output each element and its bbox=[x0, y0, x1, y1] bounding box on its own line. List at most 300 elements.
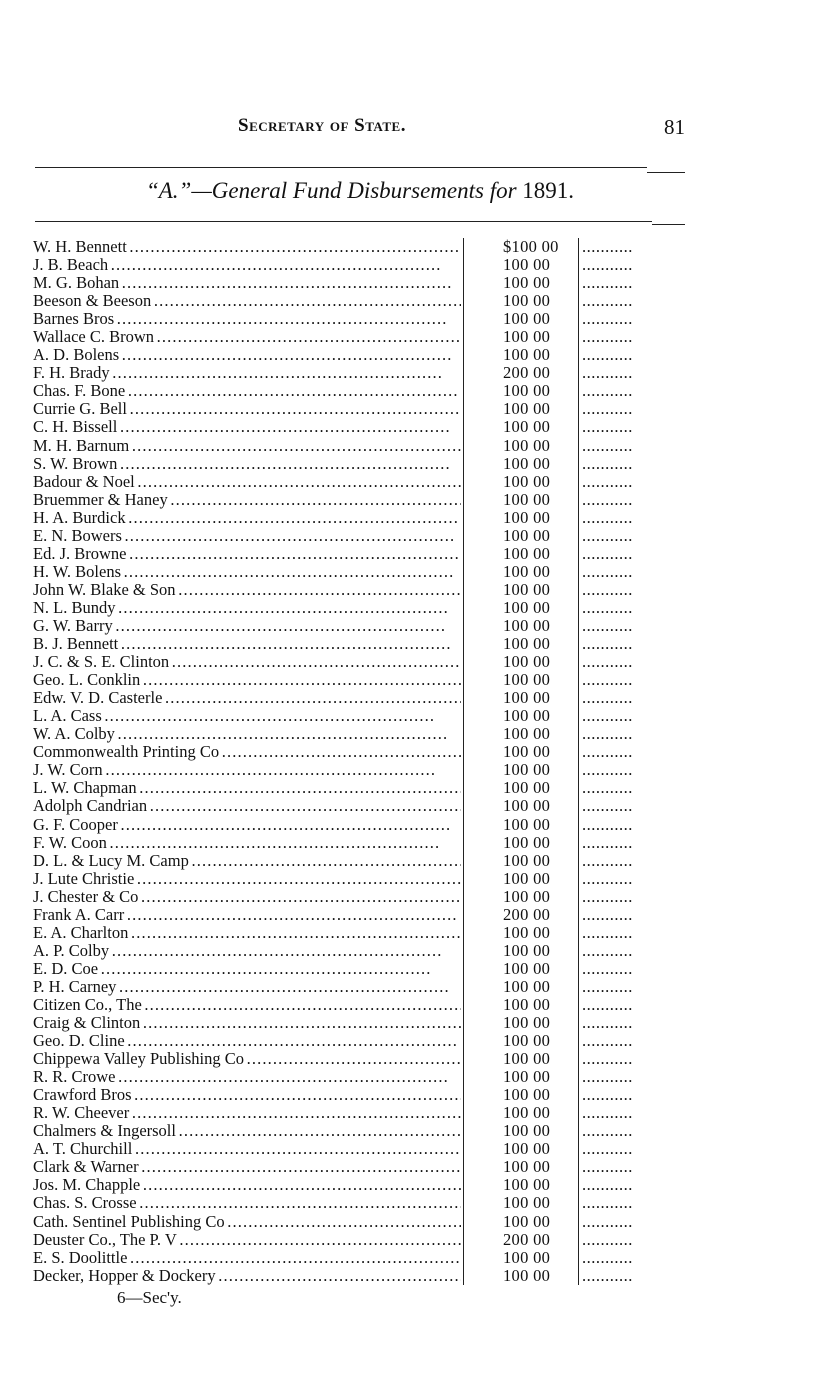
leader-dots: ........... bbox=[582, 1230, 633, 1249]
column-divider bbox=[578, 1249, 579, 1267]
column-divider bbox=[463, 743, 464, 761]
payee-name: Chippewa Valley Publishing Co . . . bbox=[33, 1050, 461, 1068]
ledger-row bbox=[33, 1249, 693, 1267]
ledger-row bbox=[33, 797, 693, 815]
column-divider bbox=[463, 437, 464, 455]
leader-dots: ........... bbox=[582, 923, 633, 942]
header-rule bbox=[35, 221, 652, 222]
amount-value: 100 00 bbox=[503, 579, 551, 599]
column-divider bbox=[578, 274, 579, 292]
leader-dots: ........... bbox=[582, 346, 633, 365]
column-divider bbox=[578, 960, 579, 978]
table-title-label: “A.”—General Fund Disbursements for bbox=[145, 178, 517, 203]
leader-dots: ........... bbox=[582, 472, 633, 491]
ledger-row bbox=[33, 1194, 693, 1212]
column-divider bbox=[463, 400, 464, 418]
column-divider bbox=[463, 256, 464, 274]
leader-dots: ........... bbox=[582, 743, 633, 762]
top-rule bbox=[35, 167, 647, 168]
leader-dots: ........... bbox=[582, 364, 633, 383]
payee-name: Crawford Bros . . . bbox=[33, 1086, 461, 1104]
payee-name: W. A. Colby . . . bbox=[33, 725, 461, 743]
column-divider bbox=[578, 707, 579, 725]
column-divider bbox=[578, 617, 579, 635]
ledger-row bbox=[33, 1104, 693, 1122]
column-divider bbox=[578, 779, 579, 797]
ledger-row bbox=[33, 310, 693, 328]
column-divider bbox=[463, 1104, 464, 1122]
amount-value: 100 00 bbox=[503, 1049, 551, 1069]
column-divider bbox=[463, 852, 464, 870]
column-divider bbox=[578, 581, 579, 599]
column-divider bbox=[463, 617, 464, 635]
ledger-row bbox=[33, 1158, 693, 1176]
ledger-row bbox=[33, 924, 693, 942]
amount-value: 100 00 bbox=[503, 255, 551, 275]
ledger-row bbox=[33, 689, 693, 707]
column-divider bbox=[578, 328, 579, 346]
payee-name: Badour & Noel . . . bbox=[33, 473, 461, 491]
column-divider bbox=[463, 996, 464, 1014]
column-divider bbox=[578, 635, 579, 653]
amount-value: 200 00 bbox=[503, 363, 551, 383]
column-divider bbox=[463, 1086, 464, 1104]
leader-dots: ........... bbox=[582, 598, 633, 617]
leader-dots: ........... bbox=[582, 1122, 633, 1141]
ledger-row bbox=[33, 1267, 693, 1285]
header-rule-right bbox=[652, 224, 685, 225]
column-divider bbox=[463, 491, 464, 509]
payee-name: J. W. Corn . . . bbox=[33, 761, 461, 779]
payee-name: Chas. S. Crosse . . . bbox=[33, 1194, 461, 1212]
payee-name: Edw. V. D. Casterle . . . bbox=[33, 689, 461, 707]
column-divider bbox=[578, 1086, 579, 1104]
column-divider bbox=[463, 328, 464, 346]
amount-value: 100 00 bbox=[503, 381, 551, 401]
ledger-row bbox=[33, 1050, 693, 1068]
signature-mark: 6—Sec'y. bbox=[117, 1288, 182, 1307]
leader-dots: ........... bbox=[582, 869, 633, 888]
leader-dots: ........... bbox=[582, 418, 633, 437]
column-divider bbox=[463, 455, 464, 473]
amount-value: 100 00 bbox=[503, 1247, 551, 1267]
column-divider bbox=[463, 581, 464, 599]
payee-name: E. D. Coe . . . bbox=[33, 960, 461, 978]
amount-value: 100 00 bbox=[503, 778, 551, 798]
leader-dots: ........... bbox=[582, 256, 633, 275]
leader-dots: ........... bbox=[582, 1140, 633, 1159]
leader-dots: ........... bbox=[582, 1158, 633, 1177]
column-divider bbox=[463, 924, 464, 942]
ledger-row bbox=[33, 671, 693, 689]
column-divider bbox=[578, 437, 579, 455]
ledger-row bbox=[33, 617, 693, 635]
column-divider bbox=[463, 725, 464, 743]
column-divider bbox=[463, 797, 464, 815]
column-divider bbox=[463, 1140, 464, 1158]
amount-value: 100 00 bbox=[503, 994, 551, 1014]
ledger-row bbox=[33, 509, 693, 527]
payee-name: Beeson & Beeson . . . bbox=[33, 292, 461, 310]
column-divider bbox=[463, 1032, 464, 1050]
column-divider bbox=[578, 1158, 579, 1176]
leader-dots: ........... bbox=[582, 851, 633, 870]
ledger-row bbox=[33, 545, 693, 563]
ledger-row bbox=[33, 888, 693, 906]
column-divider bbox=[578, 834, 579, 852]
amount-value: 100 00 bbox=[503, 435, 551, 455]
ledger-row bbox=[33, 455, 693, 473]
amount-value: 100 00 bbox=[503, 597, 551, 617]
column-divider bbox=[578, 1104, 579, 1122]
leader-dots: ........... bbox=[582, 635, 633, 654]
column-divider bbox=[463, 563, 464, 581]
amount-value: 100 00 bbox=[503, 525, 551, 545]
column-divider bbox=[578, 364, 579, 382]
column-divider bbox=[578, 310, 579, 328]
ledger-row bbox=[33, 1176, 693, 1194]
leader-dots: ........... bbox=[582, 797, 633, 816]
ledger-row bbox=[33, 1122, 693, 1140]
column-divider bbox=[578, 816, 579, 834]
ledger-row bbox=[33, 852, 693, 870]
amount-value: 100 00 bbox=[503, 1121, 551, 1141]
payee-name: Citizen Co., The . . . bbox=[33, 996, 461, 1014]
ledger-row bbox=[33, 942, 693, 960]
amount-value: 100 00 bbox=[503, 922, 551, 942]
column-divider bbox=[463, 346, 464, 364]
amount-value: 100 00 bbox=[503, 868, 551, 888]
column-divider bbox=[463, 689, 464, 707]
running-head-title: Secretary of State. bbox=[238, 115, 406, 136]
amount-value: 100 00 bbox=[503, 1013, 551, 1033]
column-divider bbox=[463, 906, 464, 924]
amount-value: 100 00 bbox=[503, 417, 551, 437]
leader-dots: ........... bbox=[582, 833, 633, 852]
payee-name: Barnes Bros . . . bbox=[33, 310, 461, 328]
payee-name: B. J. Bennett . . . bbox=[33, 635, 461, 653]
amount-value: 100 00 bbox=[503, 543, 551, 563]
payee-name: Adolph Candrian . . . bbox=[33, 797, 461, 815]
column-divider bbox=[578, 761, 579, 779]
amount-value: 100 00 bbox=[503, 850, 551, 870]
ledger-row bbox=[33, 491, 693, 509]
column-divider bbox=[578, 888, 579, 906]
ledger-row bbox=[33, 473, 693, 491]
payee-name: E. N. Bowers . . . bbox=[33, 527, 461, 545]
ledger-row bbox=[33, 1213, 693, 1231]
payee-name: A. P. Colby . . . bbox=[33, 942, 461, 960]
column-divider bbox=[463, 834, 464, 852]
leader-dots: ........... bbox=[582, 292, 633, 311]
column-divider bbox=[578, 473, 579, 491]
payee-name: Geo. D. Cline . . . bbox=[33, 1032, 461, 1050]
column-divider bbox=[463, 545, 464, 563]
column-divider bbox=[578, 653, 579, 671]
amount-value: 100 00 bbox=[503, 1211, 551, 1231]
column-divider bbox=[578, 1050, 579, 1068]
amount-value: 100 00 bbox=[503, 796, 551, 816]
payee-name: N. L. Bundy . . . bbox=[33, 599, 461, 617]
payee-name: J. Lute Christie . . . bbox=[33, 870, 461, 888]
ledger-row bbox=[33, 1086, 693, 1104]
ledger-row bbox=[33, 635, 693, 653]
amount-value: 100 00 bbox=[503, 814, 551, 834]
column-divider bbox=[578, 906, 579, 924]
payee-name: J. Chester & Co . . . bbox=[33, 888, 461, 906]
column-divider bbox=[463, 816, 464, 834]
column-divider bbox=[578, 238, 579, 256]
payee-name: Ed. J. Browne . . . bbox=[33, 545, 461, 563]
disbursement-ledger bbox=[33, 238, 693, 1285]
top-rule-right bbox=[647, 172, 685, 173]
leader-dots: ........... bbox=[582, 328, 633, 347]
payee-name: S. W. Brown . . . bbox=[33, 455, 461, 473]
amount-value: 100 00 bbox=[503, 453, 551, 473]
ledger-row bbox=[33, 906, 693, 924]
column-divider bbox=[578, 689, 579, 707]
column-divider bbox=[463, 1231, 464, 1249]
ledger-row bbox=[33, 1032, 693, 1050]
column-divider bbox=[463, 635, 464, 653]
ledger-row bbox=[33, 960, 693, 978]
column-divider bbox=[578, 256, 579, 274]
amount-value: 100 00 bbox=[503, 1193, 551, 1213]
table-title-year: 1891. bbox=[522, 178, 575, 203]
column-divider bbox=[578, 870, 579, 888]
running-head bbox=[0, 115, 831, 139]
payee-name: L. A. Cass . . . bbox=[33, 707, 461, 725]
amount-value: 100 00 bbox=[503, 724, 551, 744]
column-divider bbox=[463, 870, 464, 888]
column-divider bbox=[578, 346, 579, 364]
ledger-row bbox=[33, 437, 693, 455]
leader-dots: ........... bbox=[582, 671, 633, 690]
payee-name: H. A. Burdick . . . bbox=[33, 509, 461, 527]
column-divider bbox=[463, 1176, 464, 1194]
ledger-row bbox=[33, 996, 693, 1014]
payee-name: Chalmers & Ingersoll . . . bbox=[33, 1122, 461, 1140]
leader-dots: ........... bbox=[582, 995, 633, 1014]
column-divider bbox=[578, 671, 579, 689]
amount-value: 100 00 bbox=[503, 1067, 551, 1087]
leader-dots: ........... bbox=[582, 508, 633, 527]
column-divider bbox=[578, 1032, 579, 1050]
amount-value: 100 00 bbox=[503, 471, 551, 491]
ledger-row bbox=[33, 1068, 693, 1086]
column-divider bbox=[578, 797, 579, 815]
payee-name: F. H. Brady . . . bbox=[33, 364, 461, 382]
leader-dots: ........... bbox=[582, 1050, 633, 1069]
amount-value: 100 00 bbox=[503, 345, 551, 365]
column-divider bbox=[578, 942, 579, 960]
leader-dots: ........... bbox=[582, 653, 633, 672]
payee-name: Chas. F. Bone . . . bbox=[33, 382, 461, 400]
column-divider bbox=[578, 1213, 579, 1231]
column-divider bbox=[463, 1267, 464, 1285]
ledger-row bbox=[33, 292, 693, 310]
leader-dots: ........... bbox=[582, 1014, 633, 1033]
leader-dots: ........... bbox=[582, 616, 633, 635]
ledger-row bbox=[33, 400, 693, 418]
payee-name: C. H. Bissell . . . bbox=[33, 418, 461, 436]
column-divider bbox=[463, 1249, 464, 1267]
payee-name: L. W. Chapman . . . bbox=[33, 779, 461, 797]
amount-value: 100 00 bbox=[503, 634, 551, 654]
ledger-row bbox=[33, 761, 693, 779]
ledger-row bbox=[33, 779, 693, 797]
column-divider bbox=[463, 473, 464, 491]
amount-value: 100 00 bbox=[503, 742, 551, 762]
amount-value: 100 00 bbox=[503, 1103, 551, 1123]
column-divider bbox=[463, 1014, 464, 1032]
column-divider bbox=[463, 382, 464, 400]
column-divider bbox=[463, 238, 464, 256]
column-divider bbox=[578, 1014, 579, 1032]
leader-dots: ........... bbox=[582, 580, 633, 599]
amount-value: 100 00 bbox=[503, 760, 551, 780]
payee-name: J. C. & S. E. Clinton . . . bbox=[33, 653, 461, 671]
payee-name: Decker, Hopper & Dockery . . . bbox=[33, 1267, 461, 1285]
ledger-row bbox=[33, 418, 693, 436]
payee-name: G. F. Cooper . . . bbox=[33, 816, 461, 834]
leader-dots: ........... bbox=[582, 274, 633, 293]
amount-value: 100 00 bbox=[503, 976, 551, 996]
leader-dots: ........... bbox=[582, 544, 633, 563]
ledger-row bbox=[33, 1231, 693, 1249]
leader-dots: ........... bbox=[582, 905, 633, 924]
ledger-row bbox=[33, 653, 693, 671]
ledger-row bbox=[33, 725, 693, 743]
ledger-row bbox=[33, 870, 693, 888]
payee-name: A. T. Churchill . . . bbox=[33, 1140, 461, 1158]
ledger-row bbox=[33, 274, 693, 292]
column-divider bbox=[578, 563, 579, 581]
amount-value: 100 00 bbox=[503, 561, 551, 581]
leader-dots: ........... bbox=[582, 1104, 633, 1123]
ledger-row bbox=[33, 346, 693, 364]
column-divider bbox=[463, 960, 464, 978]
leader-dots: ........... bbox=[582, 1176, 633, 1195]
leader-dots: ........... bbox=[582, 725, 633, 744]
column-divider bbox=[463, 310, 464, 328]
ledger-row bbox=[33, 581, 693, 599]
column-divider bbox=[463, 599, 464, 617]
leader-dots: ........... bbox=[582, 490, 633, 509]
payee-name: Bruemmer & Haney . . . bbox=[33, 491, 461, 509]
ledger-row bbox=[33, 707, 693, 725]
leader-dots: ........... bbox=[582, 977, 633, 996]
payee-name: D. L. & Lucy M. Camp . . . bbox=[33, 852, 461, 870]
amount-value: 100 00 bbox=[503, 652, 551, 672]
ledger-row bbox=[33, 743, 693, 761]
ledger-row bbox=[33, 1014, 693, 1032]
column-divider bbox=[578, 1231, 579, 1249]
leader-dots: ........... bbox=[582, 1032, 633, 1051]
column-divider bbox=[463, 509, 464, 527]
payee-name: Frank A. Carr . . . bbox=[33, 906, 461, 924]
amount-value: 100 00 bbox=[503, 615, 551, 635]
column-divider bbox=[578, 1140, 579, 1158]
ledger-row bbox=[33, 256, 693, 274]
column-divider bbox=[463, 653, 464, 671]
amount-value: 100 00 bbox=[503, 832, 551, 852]
column-divider bbox=[463, 364, 464, 382]
payee-name: Cath. Sentinel Publishing Co . . . bbox=[33, 1213, 461, 1231]
column-divider bbox=[578, 1176, 579, 1194]
payee-name: R. W. Cheever . . . bbox=[33, 1104, 461, 1122]
column-divider bbox=[578, 599, 579, 617]
leader-dots: ........... bbox=[582, 310, 633, 329]
payee-name: Jos. M. Chapple . . . bbox=[33, 1176, 461, 1194]
payee-name: Commonwealth Printing Co . . . bbox=[33, 743, 461, 761]
ledger-row bbox=[33, 816, 693, 834]
column-divider bbox=[578, 527, 579, 545]
payee-name: H. W. Bolens . . . bbox=[33, 563, 461, 581]
leader-dots: ........... bbox=[582, 526, 633, 545]
amount-value: 100 00 bbox=[503, 309, 551, 329]
column-divider bbox=[578, 292, 579, 310]
column-divider bbox=[578, 924, 579, 942]
page-number: 81 bbox=[664, 115, 685, 139]
column-divider bbox=[463, 671, 464, 689]
column-divider bbox=[463, 1068, 464, 1086]
amount-value: 100 00 bbox=[503, 1157, 551, 1177]
leader-dots: ........... bbox=[582, 1194, 633, 1213]
column-divider bbox=[463, 292, 464, 310]
payee-name: Deuster Co., The P. V . . . bbox=[33, 1231, 461, 1249]
amount-value: 100 00 bbox=[503, 507, 551, 527]
ledger-row bbox=[33, 563, 693, 581]
column-divider bbox=[578, 996, 579, 1014]
ledger-row bbox=[33, 1140, 693, 1158]
payee-name: John W. Blake & Son . . . bbox=[33, 581, 461, 599]
payee-name: Wallace C. Brown . . . bbox=[33, 328, 461, 346]
leader-dots: ........... bbox=[582, 761, 633, 780]
column-divider bbox=[578, 852, 579, 870]
leader-dots: ........... bbox=[582, 887, 633, 906]
payee-name: Currie G. Bell . . . bbox=[33, 400, 461, 418]
leader-dots: ........... bbox=[582, 1212, 633, 1231]
ledger-row bbox=[33, 834, 693, 852]
amount-value: 100 00 bbox=[503, 327, 551, 347]
ledger-row bbox=[33, 527, 693, 545]
column-divider bbox=[463, 707, 464, 725]
leader-dots: ........... bbox=[582, 1248, 633, 1267]
payee-name: E. S. Doolittle . . . bbox=[33, 1249, 461, 1267]
ledger-row bbox=[33, 328, 693, 346]
leader-dots: ........... bbox=[582, 779, 633, 798]
amount-value: $100 00 bbox=[503, 237, 559, 256]
column-divider bbox=[463, 1158, 464, 1176]
ledger-row bbox=[33, 599, 693, 617]
column-divider bbox=[463, 1122, 464, 1140]
payee-name: Craig & Clinton . . . bbox=[33, 1014, 461, 1032]
amount-value: 100 00 bbox=[503, 1139, 551, 1159]
leader-dots: ........... bbox=[582, 1266, 633, 1285]
column-divider bbox=[578, 725, 579, 743]
column-divider bbox=[578, 455, 579, 473]
ledger-row bbox=[33, 978, 693, 996]
amount-value: 100 00 bbox=[503, 273, 551, 293]
leader-dots: ........... bbox=[582, 562, 633, 581]
column-divider bbox=[578, 1122, 579, 1140]
leader-dots: ........... bbox=[582, 815, 633, 834]
payee-name: G. W. Barry . . . bbox=[33, 617, 461, 635]
column-divider bbox=[578, 418, 579, 436]
payee-name: A. D. Bolens . . . bbox=[33, 346, 461, 364]
column-divider bbox=[463, 1213, 464, 1231]
